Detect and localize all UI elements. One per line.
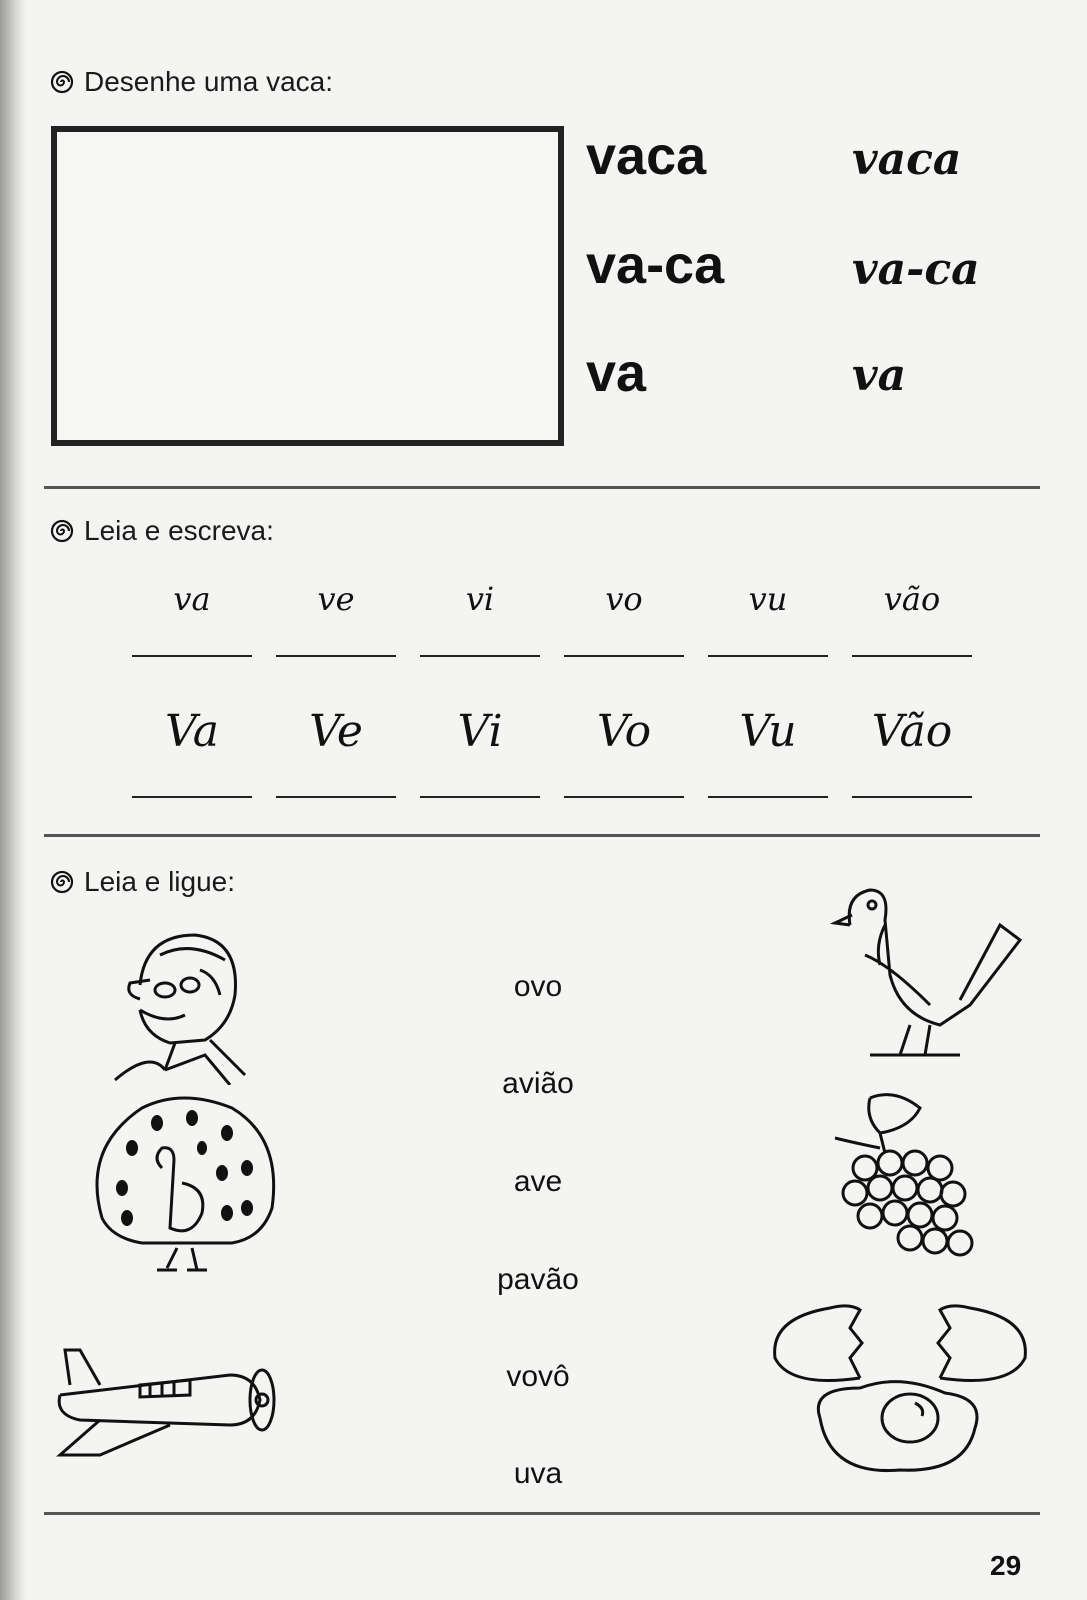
print-word-va-ca: va-ca <box>586 235 725 295</box>
print-word-vaca: vaca <box>586 126 707 186</box>
page-number: 29 <box>990 1550 1022 1581</box>
match-word[interactable]: vovô <box>506 1360 570 1393</box>
grandpa-illustration[interactable] <box>110 925 250 1085</box>
syllable-upper: Vão <box>871 706 953 757</box>
writing-line[interactable] <box>708 796 828 798</box>
section-divider <box>44 834 1040 837</box>
syllable-lower: vi <box>465 580 495 618</box>
syllable-lower: va <box>173 580 211 618</box>
writing-line[interactable] <box>132 796 252 798</box>
spiral-icon <box>50 70 74 94</box>
airplane-illustration[interactable] <box>40 1345 280 1465</box>
writing-line[interactable] <box>852 796 972 798</box>
page-spine-shadow <box>0 0 26 1600</box>
match-word[interactable]: uva <box>513 1457 563 1490</box>
syllable-upper: Va <box>165 706 219 757</box>
print-word-va: va <box>586 343 647 403</box>
syllable-upper: Vi <box>457 706 503 757</box>
writing-line[interactable] <box>420 655 540 657</box>
egg-illustration[interactable] <box>770 1298 1030 1478</box>
syllable-lower: vão <box>883 580 941 618</box>
section-divider <box>44 1512 1040 1515</box>
instruction-text: Leia e escreva: <box>84 515 274 546</box>
writing-line[interactable] <box>852 655 972 657</box>
writing-line[interactable] <box>420 796 540 798</box>
writing-line[interactable] <box>564 655 684 657</box>
syllable-lower: vu <box>748 580 788 618</box>
match-word[interactable]: avião <box>502 1067 574 1100</box>
spiral-icon <box>50 519 74 543</box>
instruction-read-write <box>50 515 274 547</box>
drawing-box[interactable] <box>51 126 564 446</box>
syllable-upper: Ve <box>309 706 363 757</box>
cursive-word-va-ca: va-ca <box>852 244 980 295</box>
match-word[interactable]: pavão <box>497 1263 579 1296</box>
section-divider <box>44 486 1040 489</box>
syllable-upper: Vu <box>739 706 797 757</box>
cursive-word-vaca: vaca <box>852 134 962 185</box>
match-word[interactable]: ave <box>513 1165 563 1198</box>
writing-line[interactable] <box>276 655 396 657</box>
match-word[interactable]: ovo <box>513 970 563 1003</box>
writing-line[interactable] <box>708 655 828 657</box>
writing-line[interactable] <box>132 655 252 657</box>
syllable-lower: vo <box>605 580 643 618</box>
writing-line[interactable] <box>276 796 396 798</box>
bird-illustration[interactable] <box>830 885 1030 1065</box>
writing-line[interactable] <box>564 796 684 798</box>
instruction-read-connect <box>50 866 235 898</box>
instruction-text: Desenhe uma vaca: <box>84 66 334 97</box>
syllable-upper: Vo <box>596 706 652 757</box>
instruction-draw <box>50 66 333 98</box>
cursive-word-va: va <box>852 350 907 401</box>
instruction-text: Leia e ligue: <box>84 866 236 897</box>
grapes-illustration[interactable] <box>825 1088 985 1263</box>
peacock-illustration[interactable] <box>82 1088 282 1278</box>
spiral-icon <box>50 870 74 894</box>
syllable-lower: ve <box>317 580 355 618</box>
